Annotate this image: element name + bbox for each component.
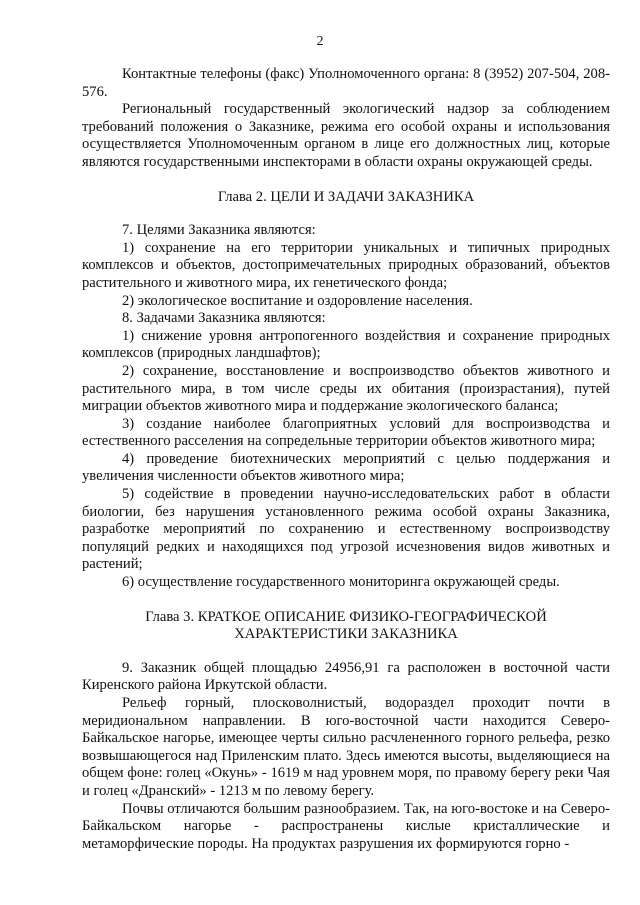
contacts-paragraph: Контактные телефоны (факс) Уполномоченного органа: 8 (3952) 207-504, 208-576.: [82, 66, 610, 100]
task-item-3: 3) создание наиболее благоприятных условий для воспроизводства и естественного расселения на сопредельные территории объектов животного мира;: [82, 415, 610, 450]
page-content: [82, 66, 610, 853]
task-item-5: 5) содействие в проведении научно-исследовательских работ в области биологии, без нарушения установленного режима особой охраны Заказника, разработке мероприятий по сохранению и естественному воспроизводству популяций редких и находящихся под угрозой исчезновения видов животных и растений;: [82, 486, 610, 573]
task-item-1: 1) снижение уровня антропогенного воздействия и сохранение природных комплексов (природных ландшафтов);: [82, 327, 610, 362]
soils-paragraph: Почвы отличаются большим разнообразием. Так, на юго-востоке и на Северо-Байкальском нагорье - распространены кислые кристаллические и метаморфические породы. На продуктах разрушения их формируются горно -: [82, 800, 610, 852]
item-9-paragraph: 9. Заказник общей площадью 24956,91 га расположен в восточной части Киренского района Иркутской области.: [82, 659, 610, 694]
chapter-3-heading-line-1: Глава 3. КРАТКОЕ ОПИСАНИЕ ФИЗИКО-ГЕОГРАФИЧЕСКОЙ: [145, 608, 547, 625]
page-number: 2: [316, 34, 324, 49]
chapter-3-heading-line-2: ХАРАКТЕРИСТИКИ ЗАКАЗНИКА: [234, 626, 458, 643]
goal-item-2: 2) экологическое воспитание и оздоровление населения.: [122, 292, 473, 309]
tasks-intro: 8. Задачами Заказника являются:: [122, 310, 326, 327]
chapter-2-heading: Глава 2. ЦЕЛИ И ЗАДАЧИ ЗАКАЗНИКА: [217, 188, 475, 205]
task-item-2: 2) сохранение, восстановление и воспроизводство объектов животного и растительного мира, в том числе среды их обитания (произрастания), путей миграции объектов животного мира и поддержание экологического баланса;: [82, 362, 610, 415]
goals-intro: 7. Целями Заказника являются:: [122, 222, 316, 239]
task-item-4: 4) проведение биотехнических мероприятий с целью поддержания и увеличения численности объектов животного мира;: [82, 450, 610, 485]
goal-item-1: 1) сохранение на его территории уникальных и типичных природных комплексов и объектов, достопримечательных природных образований, объектов растительного и животного мира, их генетического фонда;: [82, 239, 610, 291]
relief-paragraph: Рельеф горный, плосковолнистый, водораздел проходит почти в меридиональном направлении. В юго-восточной части находится Северо-Байкальское нагорье, имеющее черты сильно расчлененного горного рельефа, резко возвышающегося над Приленским плато. Здесь имеются высоты, выделяющиеся на общем фоне: голец «Окунь» - 1619 м над уровнем моря, по правому берегу реки Чая и голец «Дранский» - 1213 м по левому берегу.: [82, 695, 610, 799]
task-item-6: 6) осуществление государственного мониторинга окружающей среды.: [122, 574, 560, 591]
supervision-paragraph: Региональный государственный экологический надзор за соблюдением требований положения о Заказнике, режима его особой охраны и использования осуществляется Уполномоченным органом в лице его должностных лиц, которые являются государственными инспекторами в области охраны окружающей среды.: [82, 101, 610, 170]
